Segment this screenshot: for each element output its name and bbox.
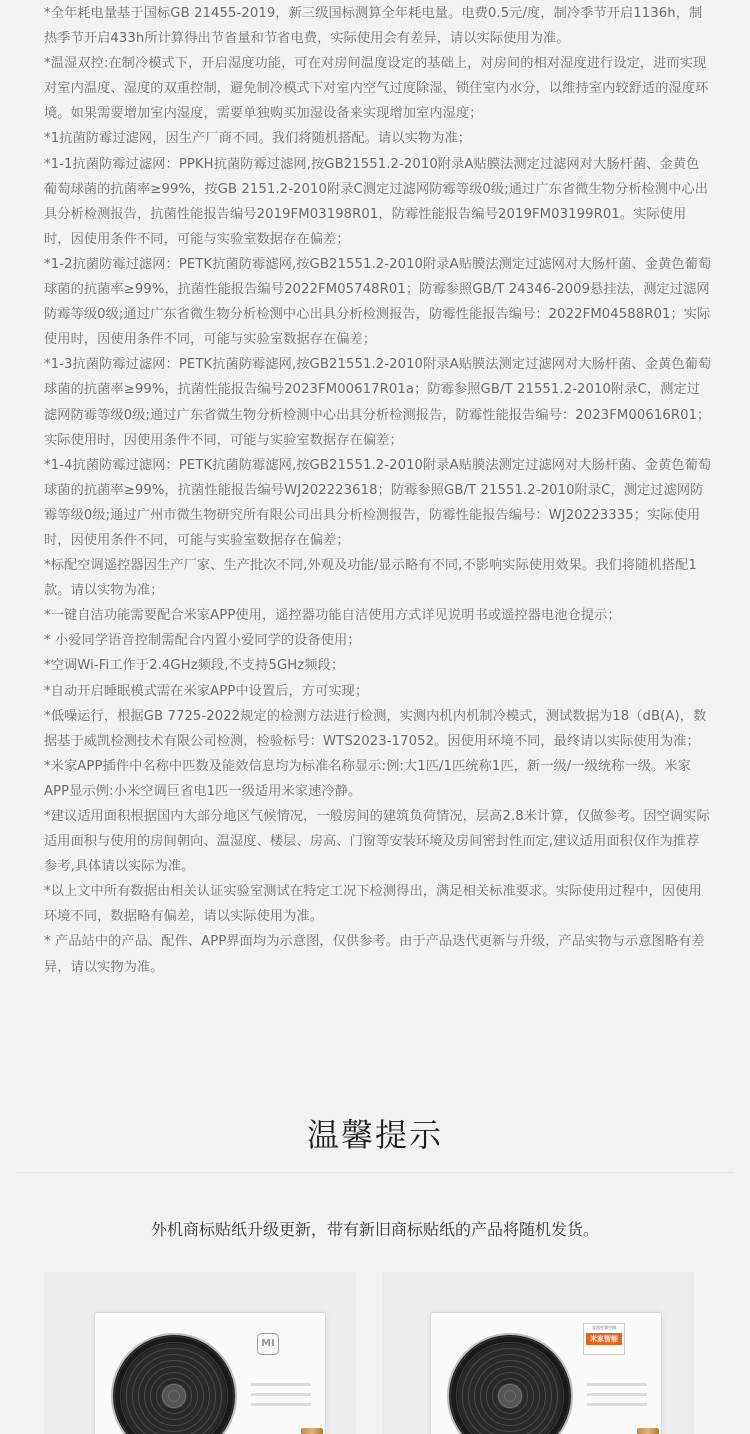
note-item: *自动开启睡眠模式需在米家APP中设置后，方可实现； bbox=[44, 683, 369, 699]
sticker-label: 米家智能 bbox=[586, 1333, 622, 1345]
note-item: *一键自洁功能需要配合米家APP使用，遥控器功能自洁使用方式详见说明书或遥控器电池仓提示； bbox=[44, 608, 621, 624]
note-item: *1抗菌防霉过滤网，因生产厂商不同。我们将随机搭配。请以实物为准； bbox=[44, 131, 472, 147]
note-item: *温湿双控:在制冷模式下，开启湿度功能，可在对房间温度设定的基础上，对房间的相对湿度进行设定，进而实现对室内温度、湿度的双重控制，避免制冷模式下对室内空气过度除湿，锁住室内水分，以维持室内较舒适的湿度环境。如果需要增加室内湿度，需要单独购买加湿设备来实现增加室内湿度； bbox=[44, 56, 709, 122]
brand-sticker: 直流变频空调 米家智能 bbox=[583, 1323, 625, 1355]
section-subtitle: 外机商标贴纸升级更新，带有新旧商标贴纸的产品将随机发货。 bbox=[150, 1220, 599, 1239]
note-item: *1-1抗菌防霉过滤网：PPKH抗菌防霉过滤网,按GB21551.2-2010附录A贴膜法测定过滤网对大肠杆菌、金黄色葡萄球菌的抗菌率≥99%，按GB 2151.2-2010附录C测定过滤网防霉等级0级;通过广东省微生物分析检测中心出具分析检测报告，抗菌性能报告编号2019FM03198R01，防霉性能报告编号2019FM03199R01。实际使用时，因使用条件不同，可能与实验室数据存在偏差； bbox=[44, 156, 709, 247]
outdoor-unit bbox=[94, 1312, 326, 1434]
section-title: 温馨提示 bbox=[306, 1116, 443, 1154]
fan-icon bbox=[111, 1333, 237, 1434]
note-item: *标配空调遥控器因生产厂家、生产批次不同,外观及功能/显示略有不同,不影响实际使用效果。我们将随机搭配1款。请以实物为准； bbox=[44, 558, 697, 599]
note-item: *1-3抗菌防霉过滤网：PETK抗菌防霉滤网,按GB21551.2-2010附录A贴膜法测定过滤网对大肠杆菌、金黄色葡萄球菌的抗菌率≥99%，抗菌性能报告编号2023FM00617R01a；防霉参照GB/T 21551.2-2010附录C，测定过滤网防霉等级0级;通过广东省微生物分析检测中心出具分析检测报告，防霉性能报告编号：2023FM00616R01；实际使用时，因使用条件不同，可能与实验室数据存在偏差； bbox=[44, 357, 712, 448]
disclaimer-notes bbox=[44, 1, 712, 980]
note-item: *以上文中所有数据由相关认证实验室测试在特定工况下检测得出，满足相关标准要求。实际使用过程中，因使用环境不同，数据略有偏差，请以实际使用为准。 bbox=[44, 884, 702, 925]
note-item: *空调Wi-Fi工作于2.4GHz频段,不支持5GHz频段； bbox=[44, 658, 345, 674]
pipe-connector bbox=[301, 1428, 323, 1434]
divider bbox=[16, 1172, 734, 1173]
note-item: *建议适用面积根据国内大部分地区气候情况，一般房间的建筑负荷情况，层高2.8米计算，仅做参考。因空调实际适用面积与使用的房间朝向、温湿度、楼层、房高、门窗等安装环境及房间密封性而定,建议适用面积仅作为推荐参考,具体请以实际为准。 bbox=[44, 809, 710, 875]
note-item: *全年耗电量基于国标GB 21455-2019，新三级国标测算全年耗电量。电费0.5元/度，制冷季节开启1136h，制热季节开启433h所计算得出节省量和节省电费，实际使用会有差异，请以实际使用为准。 bbox=[44, 6, 703, 47]
note-item: * 产品站中的产品、配件、APP界面均为示意图，仅供参考。由于产品迭代更新与升级，产品实物与示意图略有差异，请以实物为准。 bbox=[44, 934, 705, 975]
note-item: *1-2抗菌防霉过滤网：PETK抗菌防霉滤网,按GB21551.2-2010附录A贴膜法测定过滤网对大肠杆菌、金黄色葡萄球菌的抗菌率≥99%，抗菌性能报告编号2022FM05748R01；防霉参照GB/T 24346-2009悬挂法，测定过滤网防霉等级0级;通过广东省微生物分析检测中心出具分析检测报告，防霉性能报告编号：2022FM04588R01；实际使用时，因使用条件不同，可能与实验室数据存在偏差； bbox=[44, 256, 712, 348]
note-item: *米家APP插件中名称中匹数及能效信息均为标准名称显示:例:大1匹/1匹统称1匹，新一级/一级统称一级。米家APP显示例:小米空调巨省电1匹一级适用米家速冷静。 bbox=[44, 758, 691, 799]
product-image-old-sticker bbox=[44, 1272, 356, 1434]
note-item: * 小爱同学语音控制需配合内置小爱同学的设备使用； bbox=[44, 633, 361, 649]
outdoor-unit bbox=[430, 1312, 662, 1434]
fan-icon bbox=[447, 1333, 573, 1434]
note-item: *低噪运行，根据GB 7725-2022规定的检测方法进行检测，实测内机内机制冷模式，测试数据为18（dB(A)，数据基于威凯检测技术有限公司检测，检验标号：WTS2023-17052。因使用环境不同，最终请以实际使用为准； bbox=[44, 708, 707, 749]
product-image-new-sticker bbox=[382, 1272, 694, 1434]
pipe-connector bbox=[637, 1428, 659, 1434]
mi-logo-icon: MI bbox=[257, 1333, 279, 1355]
note-item: *1-4抗菌防霉过滤网：PETK抗菌防霉滤网,按GB21551.2-2010附录A贴膜法测定过滤网对大肠杆菌、金黄色葡萄球菌的抗菌率≥99%，抗菌性能报告编号WJ20222361​8；防霉参照GB/T 21551.2-2010附录C，测定过滤网防霉等级0级;通过广州市微生物研究所有限公司出具分析检测报告，防霉性能报告编号：WJ20223335；实际使用时，因使用条件不同，可能与实验室数据存在偏差； bbox=[44, 457, 712, 548]
